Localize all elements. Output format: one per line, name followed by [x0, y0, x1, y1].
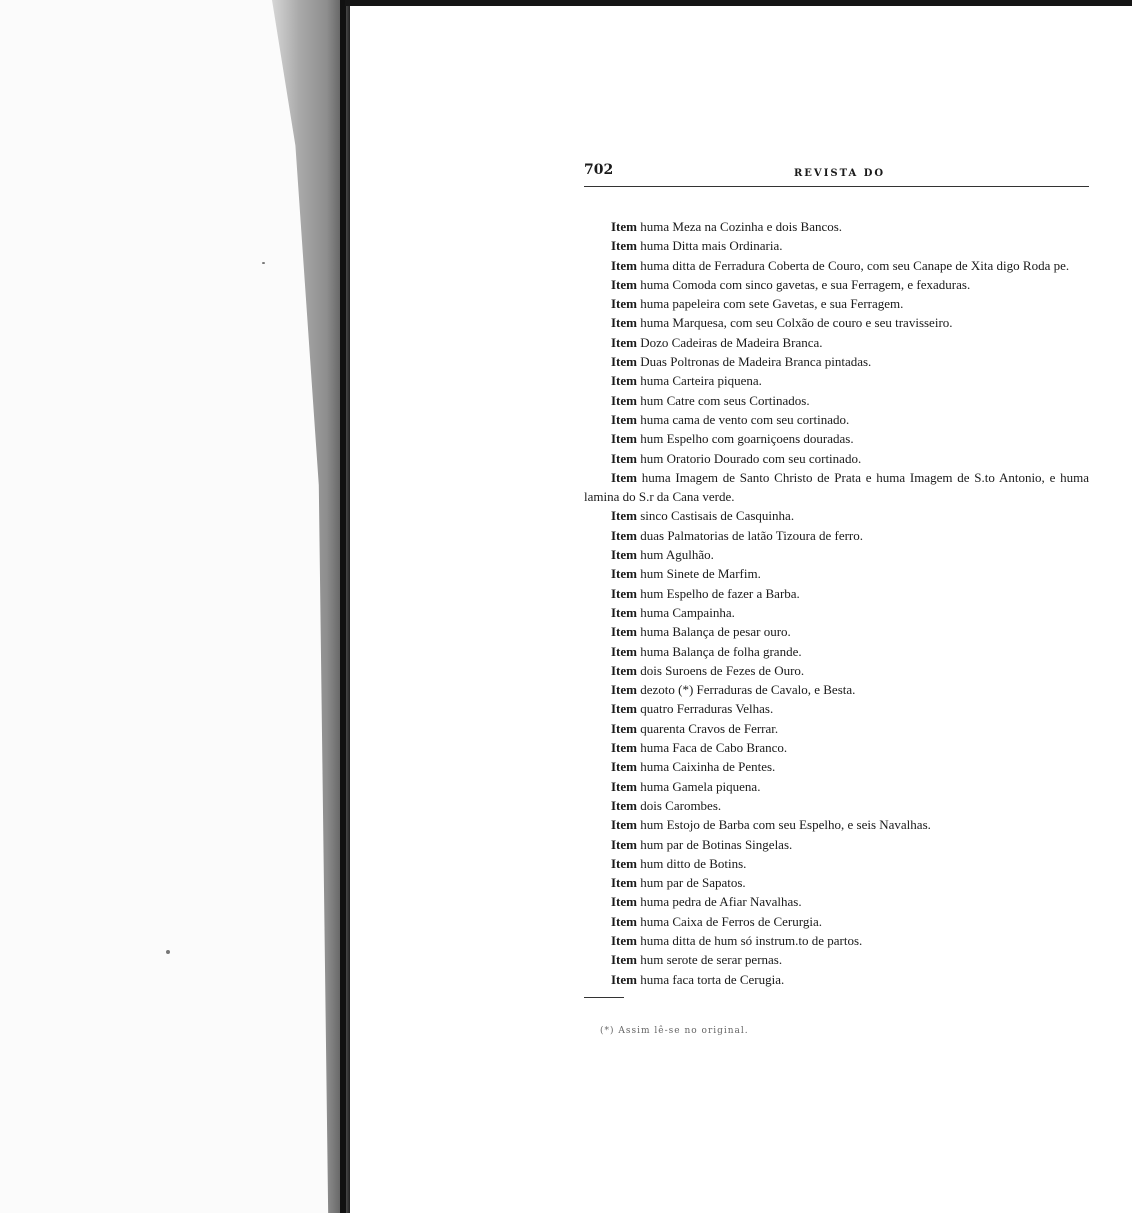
inventory-entry	[584, 912, 1089, 931]
inventory-entry	[584, 603, 1089, 622]
footnote-rule	[584, 997, 624, 998]
entry-text: huma Comoda com sinco gavetas, e sua Ferragem, e fexaduras.	[640, 276, 971, 292]
entry-keyword: Item	[611, 701, 637, 717]
inventory-entry	[584, 796, 1089, 815]
inventory-entry	[584, 391, 1089, 410]
entry-text: dezoto (*) Ferraduras de Cavalo, e Besta.	[640, 682, 856, 698]
entry-text: hum serote de serar pernas.	[640, 952, 783, 968]
entry-keyword: Item	[611, 952, 637, 968]
entry-text: hum Estojo de Barba com seu Espelho, e seis Navalhas.	[640, 817, 931, 833]
inventory-entry	[584, 622, 1089, 641]
entry-keyword: Item	[611, 913, 637, 929]
entry-text: huma faca torta de Cerugia.	[640, 971, 785, 987]
entry-keyword: Item	[611, 604, 637, 620]
entry-text: huma Balança de pesar ouro.	[640, 624, 791, 640]
entry-text: dois Suroens de Fezes de Ouro.	[640, 662, 805, 678]
entry-keyword: Item	[611, 296, 637, 312]
entry-keyword: Item	[611, 508, 637, 524]
entry-text: huma Marquesa, com seu Colxão de couro e seu travisseiro.	[640, 315, 953, 331]
entry-text: huma Imagem de Santo Christo de Prata e huma Imagem de S.to Antonio, e huma lamina do S.r da Cana verde.	[584, 469, 1089, 505]
entry-text: huma Carteira piquena.	[640, 373, 762, 389]
entry-keyword: Item	[611, 527, 637, 543]
inventory-entry	[584, 719, 1089, 738]
entry-text: huma pedra de Afiar Navalhas.	[640, 894, 802, 910]
inventory-entry	[584, 468, 1089, 507]
entry-text: hum par de Botinas Singelas.	[640, 836, 793, 852]
entry-text: hum Catre com seus Cortinados.	[640, 392, 810, 408]
inventory-entry	[584, 275, 1089, 294]
entry-keyword: Item	[611, 547, 637, 563]
top-edge	[345, 0, 1132, 6]
inventory-entry	[584, 777, 1089, 796]
entry-text: huma papeleira com sete Gavetas, e sua Ferragem.	[640, 296, 904, 312]
inventory-entry	[584, 950, 1089, 969]
entry-text: huma Caixinha de Pentes.	[640, 759, 776, 775]
page-edge	[340, 0, 346, 1213]
entry-keyword: Item	[611, 797, 637, 813]
entry-keyword: Item	[611, 585, 637, 601]
entry-keyword: Item	[611, 662, 637, 678]
entry-keyword: Item	[611, 643, 637, 659]
inventory-entry	[584, 526, 1089, 545]
entry-keyword: Item	[611, 334, 637, 350]
entry-keyword: Item	[611, 855, 637, 871]
page-number: 702	[584, 162, 614, 178]
inventory-entry	[584, 970, 1089, 989]
entry-keyword: Item	[611, 315, 637, 331]
scan-speck	[166, 950, 170, 954]
inventory-entry	[584, 236, 1089, 255]
inventory-entry	[584, 835, 1089, 854]
inventory-entry	[584, 931, 1089, 950]
entry-keyword: Item	[611, 817, 637, 833]
entry-keyword: Item	[611, 238, 637, 254]
entry-keyword: Item	[611, 373, 637, 389]
inventory-list	[584, 217, 1089, 989]
inventory-entry	[584, 873, 1089, 892]
entry-text: dois Carombes.	[640, 797, 722, 813]
entry-keyword: Item	[611, 392, 637, 408]
entry-text: Duas Poltronas de Madeira Branca pintadas.	[640, 354, 872, 370]
footnote: (*) Assim lê-se no original.	[600, 1025, 749, 1036]
page-header	[584, 160, 1089, 187]
entry-text: hum Oratorio Dourado com seu cortinado.	[640, 450, 862, 466]
entry-keyword: Item	[611, 450, 637, 466]
inventory-entry	[584, 757, 1089, 776]
entry-text: hum par de Sapatos.	[640, 875, 746, 891]
running-head: REVISTA DO	[794, 168, 886, 179]
entry-text: huma Faca de Cabo Branco.	[640, 740, 788, 756]
entry-keyword: Item	[611, 219, 637, 234]
entry-text: hum Espelho de fazer a Barba.	[640, 585, 800, 601]
entry-text: sinco Castisais de Casquinha.	[640, 508, 795, 524]
entry-text: huma Ditta mais Ordinaria.	[640, 238, 783, 254]
inventory-entry	[584, 738, 1089, 757]
inventory-entry	[584, 545, 1089, 564]
entry-keyword: Item	[611, 431, 637, 447]
inventory-entry	[584, 564, 1089, 583]
inventory-entry	[584, 449, 1089, 468]
entry-text: huma Campainha.	[640, 604, 735, 620]
entry-keyword: Item	[611, 836, 637, 852]
entry-keyword: Item	[611, 759, 637, 775]
entry-text: huma cama de vento com seu cortinado.	[640, 411, 850, 427]
inventory-entry	[584, 506, 1089, 525]
inventory-entry	[584, 642, 1089, 661]
entry-keyword: Item	[611, 276, 637, 292]
inventory-entry	[584, 352, 1089, 371]
entry-text: huma Caixa de Ferros de Cerurgia.	[640, 913, 822, 929]
entry-keyword: Item	[611, 469, 637, 485]
entry-text: huma ditta de Ferradura Coberta de Couro, com seu Canape de Xita digo Roda pe.	[640, 257, 1070, 273]
entry-keyword: Item	[611, 875, 637, 891]
entry-keyword: Item	[611, 894, 637, 910]
inventory-entry	[584, 333, 1089, 352]
entry-keyword: Item	[611, 257, 637, 273]
entry-keyword: Item	[611, 932, 637, 948]
inventory-entry	[584, 892, 1089, 911]
inventory-entry	[584, 699, 1089, 718]
inventory-entry	[584, 429, 1089, 448]
entry-keyword: Item	[611, 566, 637, 582]
entry-text: Dozo Cadeiras de Madeira Branca.	[640, 334, 823, 350]
entry-text: hum Sinete de Marfim.	[640, 566, 761, 582]
inventory-entry	[584, 661, 1089, 680]
inventory-entry	[584, 256, 1089, 275]
inventory-entry	[584, 313, 1089, 332]
entry-text: duas Palmatorias de latão Tizoura de ferro.	[640, 527, 863, 543]
scan-speck	[262, 262, 265, 264]
entry-text: quarenta Cravos de Ferrar.	[640, 720, 779, 736]
entry-keyword: Item	[611, 720, 637, 736]
entry-text: hum Espelho com goarniçoens douradas.	[640, 431, 854, 447]
inventory-entry	[584, 294, 1089, 313]
entry-text: huma Balança de folha grande.	[640, 643, 802, 659]
entry-text: hum ditto de Botins.	[640, 855, 747, 871]
entry-keyword: Item	[611, 411, 637, 427]
entry-text: huma ditta de hum só instrum.to de partos.	[640, 932, 863, 948]
entry-text: hum Agulhão.	[640, 547, 714, 563]
entry-text: huma Meza na Cozinha e dois Bancos.	[640, 219, 843, 234]
book-page	[584, 160, 1089, 1036]
entry-text: quatro Ferraduras Velhas.	[640, 701, 774, 717]
entry-text: huma Gamela piquena.	[640, 778, 761, 794]
entry-keyword: Item	[611, 624, 637, 640]
inventory-entry	[584, 584, 1089, 603]
inventory-entry	[584, 680, 1089, 699]
inventory-entry	[584, 854, 1089, 873]
inventory-entry	[584, 371, 1089, 390]
entry-keyword: Item	[611, 682, 637, 698]
entry-keyword: Item	[611, 971, 637, 987]
entry-keyword: Item	[611, 778, 637, 794]
inventory-entry	[584, 410, 1089, 429]
inventory-entry	[584, 217, 1089, 236]
left-page	[0, 0, 345, 1213]
entry-keyword: Item	[611, 354, 637, 370]
entry-keyword: Item	[611, 740, 637, 756]
inventory-entry	[584, 815, 1089, 834]
